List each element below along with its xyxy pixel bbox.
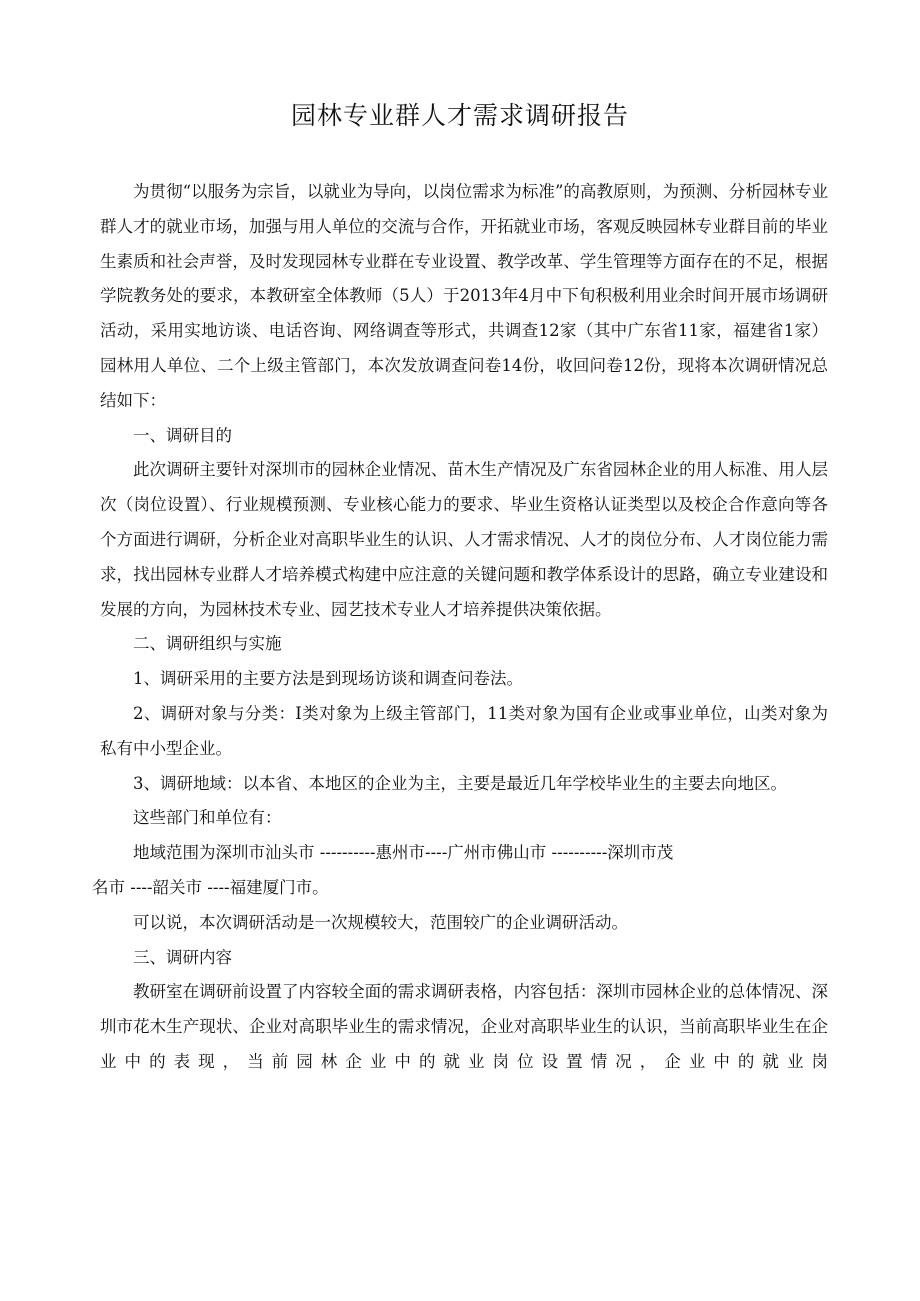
page-title: 园林专业群人才需求调研报告 [290,101,629,130]
method-paragraph: 1、调研采用的主要方法是到现场访谈和调查问卷法。 [133,669,523,689]
section-heading-purpose: 一、调研目的 [133,425,232,445]
region-paragraph: 3、调研地域：以本省、本地区的企业为主，主要是最近几年学校毕业生的主要去向地区。 [133,773,787,793]
intro-paragraph: 为贯彻“以服务为宗旨，以就业为导向，以岗位需求为标准”的高教原则，为预测、分析园林专业群人才的就业市场，加强与用人单位的交流与合作，开拓就业市场，客观反映园林专业群目前的毕业生素质和社会声誉，及时发现园林专业群在专业设置、教学改革、学生管理等方面存在的不足，根据学院教务处的要求，本教研室全体教师（5人）于2013年4月中下旬积极利用业余时间开展市场调研活动，采用实地访谈、电话咨询、网络调查等形式，共调查12家（其中广东省11家，福建省1家）园林用人单位、二个上级主管部门，本次发放调查问卷14份，收回问卷12份，现将本次调研情况总结如下： [100,182,828,410]
document-body [92,175,828,1080]
content-paragraph: 教研室在调研前设置了内容较全面的需求调研表格，内容包括：深圳市园林企业的总体情况、深圳市花木生产现状、企业对高职毕业生的需求情况，企业对高职毕业生的认识，当前高职毕业生在企业中的表现，当前园林企业中的就业岗位设置情况，企业中的就业岗 [100,982,828,1071]
summary-paragraph: 可以说，本次调研活动是一次规模较大，范围较广的企业调研活动。 [133,912,628,932]
objects-paragraph: 2、调研对象与分类：I类对象为上级主管部门，11类对象为国有企业或事业单位，山类对象为私有中小型企业。 [100,703,828,758]
route-line-2: 名市 ----韶关市 ----福建厦门市。 [92,877,329,897]
section-heading-content: 三、调研内容 [133,947,232,967]
purpose-paragraph: 此次调研主要针对深圳市的园林企业情况、苗木生产情况及广东省园林企业的用人标准、用人层次（岗位设置）、行业规模预测、专业核心能力的要求、毕业生资格认证类型以及校企合作意向等各个方面进行调研，分析企业对高职毕业生的认识、人才需求情况、人才的岗位分布、人才岗位能力需求，找出园林专业群人才培养模式构建中应注意的关键问题和教学体系设计的思路，确立专业建设和发展的方向，为园林技术专业、园艺技术专业人才培养提供决策依据。 [100,460,828,619]
units-intro-paragraph: 这些部门和单位有： [133,808,282,828]
section-heading-organization: 二、调研组织与实施 [133,634,282,654]
route-line-1: 地域范围为深圳市汕头市 ----------惠州市----广州市佛山市 ----------深圳市茂 [133,843,674,863]
